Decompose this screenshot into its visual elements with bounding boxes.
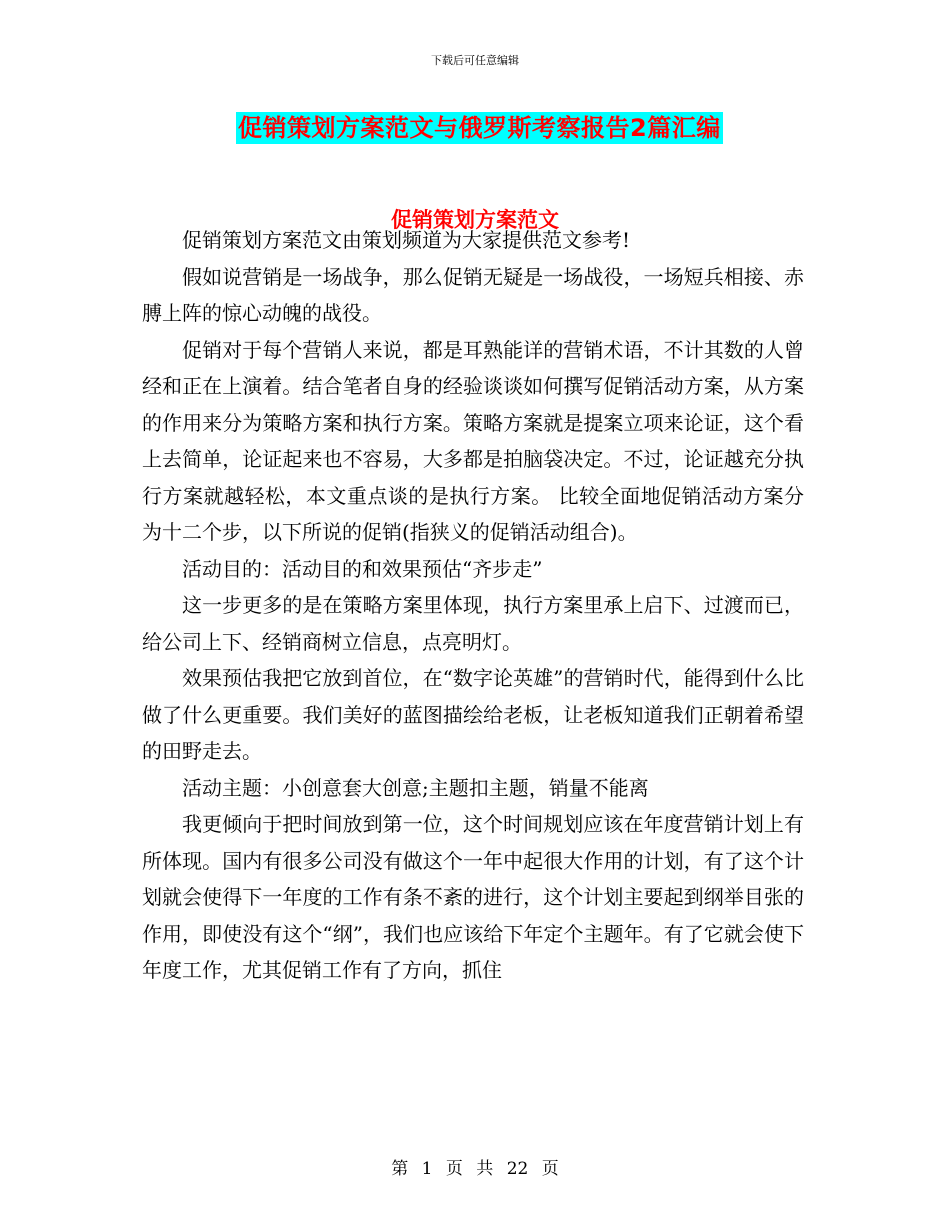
document-body — [142, 222, 804, 989]
page-footer: 第 1 页 共 22 页 — [391, 1159, 559, 1179]
paragraph: 我更倾向于把时间放到第一位，这个时间规划应该在年度营销计划上有所体现。国内有很多公司没有做这个一年中起很大作用的计划，有了这个计划就会使得下一年度的工作有条不紊的进行，这个计划主要起到纲举目张的作用，即使没有这个“纲”，我们也应该给下年定个主题年。有了它就会使下年度工作，尤其促销工作有了方向，抓住 — [142, 812, 804, 982]
paragraph: 活动目的：活动目的和效果预估“齐步走” — [182, 556, 543, 581]
header-note: 下载后可任意编辑 — [431, 54, 519, 67]
paragraph: 促销策划方案范文由策划频道为大家提供范文参考! — [182, 228, 631, 252]
paragraph: 活动主题：小创意套大创意;主题扣主题，销量不能离 — [182, 775, 649, 800]
paragraph: 效果预估我把它放到首位，在“数字论英雄”的营销时代，能得到什么比做了什么更重要。我们美好的蓝图描绘给老板，让老板知道我们正朝着希望的田野走去。 — [142, 666, 804, 763]
paragraph: 假如说营销是一场战争，那么促销无疑是一场战役，一场短兵相接、赤膊上阵的惊心动魄的战役。 — [142, 264, 804, 325]
document-title: 促销策划方案范文与俄罗斯考察报告2篇汇编 — [238, 114, 721, 142]
paragraph: 这一步更多的是在策略方案里体现，执行方案里承上启下、过渡而已，给公司上下、经销商树立信息，点亮明灯。 — [142, 593, 804, 654]
section-title: 促销策划方案范文 — [391, 208, 559, 232]
paragraph: 促销对于每个营销人来说，都是耳熟能详的营销术语，不计其数的人曾经和正在上演着。结合笔者自身的经验谈谈如何撰写促销活动方案，从方案的作用来分为策略方案和执行方案。策略方案就是提案立项来论证，这个看上去简单，论证起来也不容易，大多都是拍脑袋决定。不过，论证越充分执行方案就越轻松，本文重点谈的是执行方案。 比较全面地促销活动方案分为十二个步，以下所说的促销(指狭义的促销活动组合)。 — [142, 337, 804, 544]
